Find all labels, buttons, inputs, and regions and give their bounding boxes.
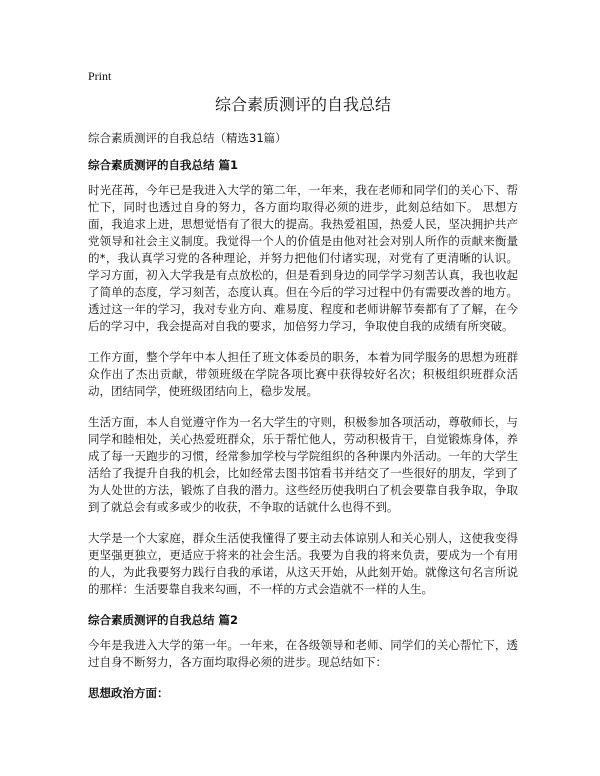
print-label: Print [88, 69, 112, 83]
paragraph: 时光荏苒，今年已是我进入大学的第二年，一年来，我在老师和同学们的关心下、帮忙下，同时也透过自身的努力，各方面均取得必须的进步，此刻总结如下。 思想方面，我追求上进，思想觉悟有了很大的提高。我热爱祖国，热爱人民，坚决拥护共产党领导和社会主义制度。我觉得一个人的价值是由他对社会对别人所作的贡献来衡量的*，我认真学习党的各种理论，并努力把他们付诸实现，对党有了更清晰的认识。学习方面，初入大学我是有点放松的，但是看到身边的同学学习刻苦认真，我也收起了简单的态度，学习刻苦，态度认真。但在今后的学习过程中仍有需要改善的地方。透过这一年的学习，我对专业方向、难易度、程度和老师讲解节奏都有了了解，在今后的学习中，我会提高对自我的要求，加倍努力学习，争取使自我的成绩有所突破。 [88, 183, 518, 333]
document-title: 综合素质测评的自我总结 [214, 95, 391, 114]
paragraph: 工作方面，整个学年中本人担任了班文体委员的职务，本着为同学服务的思想为班群众作出了杰出贡献，带领班级在学院各项比赛中获得较好名次；积极组织班群众活动，团结同学，使班级团结向上，稳步发展。 [88, 350, 518, 398]
section-heading-2: 综合素质测评的自我总结 篇2 [88, 613, 239, 627]
document-subtitle: 综合素质测评的自我总结（精选31篇） [88, 131, 287, 145]
paragraph: 今年是我进入大学的第一年。一年来，在各级领导和老师、同学们的关心帮忙下，透过自身不断努力，各方面均取得必须的进步。现总结如下： [88, 638, 518, 669]
section-heading-1: 综合素质测评的自我总结 篇1 [88, 158, 239, 172]
document-page [88, 68, 518, 710]
paragraph: 生活方面，本人自觉遵守作为一名大学生的守则，积极参加各项活动，尊敬师长，与同学和睦相处，关心热爱班群众，乐于帮忙他人，劳动积极肯干，自觉锻炼身体，养成了每一天跑步的习惯，经常参加学校与学院组织的各种课内外活动。一年的大学生活给了我提升自我的机会，比如经常去图书馆看书并结交了一些很好的朋友，学到了为人处世的方法，锻炼了自我的潜力。这些经历使我明白了机会要靠自我争取，争取到了就总会有或多或少的收获，不争取的话就什么也得不到。 [88, 415, 518, 514]
section-heading-politics: 思想政治方面： [88, 686, 169, 700]
paragraph: 大学是一个大家庭，群众生活使我懂得了要主动去体谅别人和关心别人，这使我变得更坚强更独立，更适应于将来的社会生活。我要为自我的将来负责，要成为一个有用的人，为此我要努力践行自我的承诺，从这天开始，从此刻开始。就像这句名言所说的那样：生活要靠自我来勾画，不一样的方式会造就不一样的人生。 [88, 531, 518, 596]
